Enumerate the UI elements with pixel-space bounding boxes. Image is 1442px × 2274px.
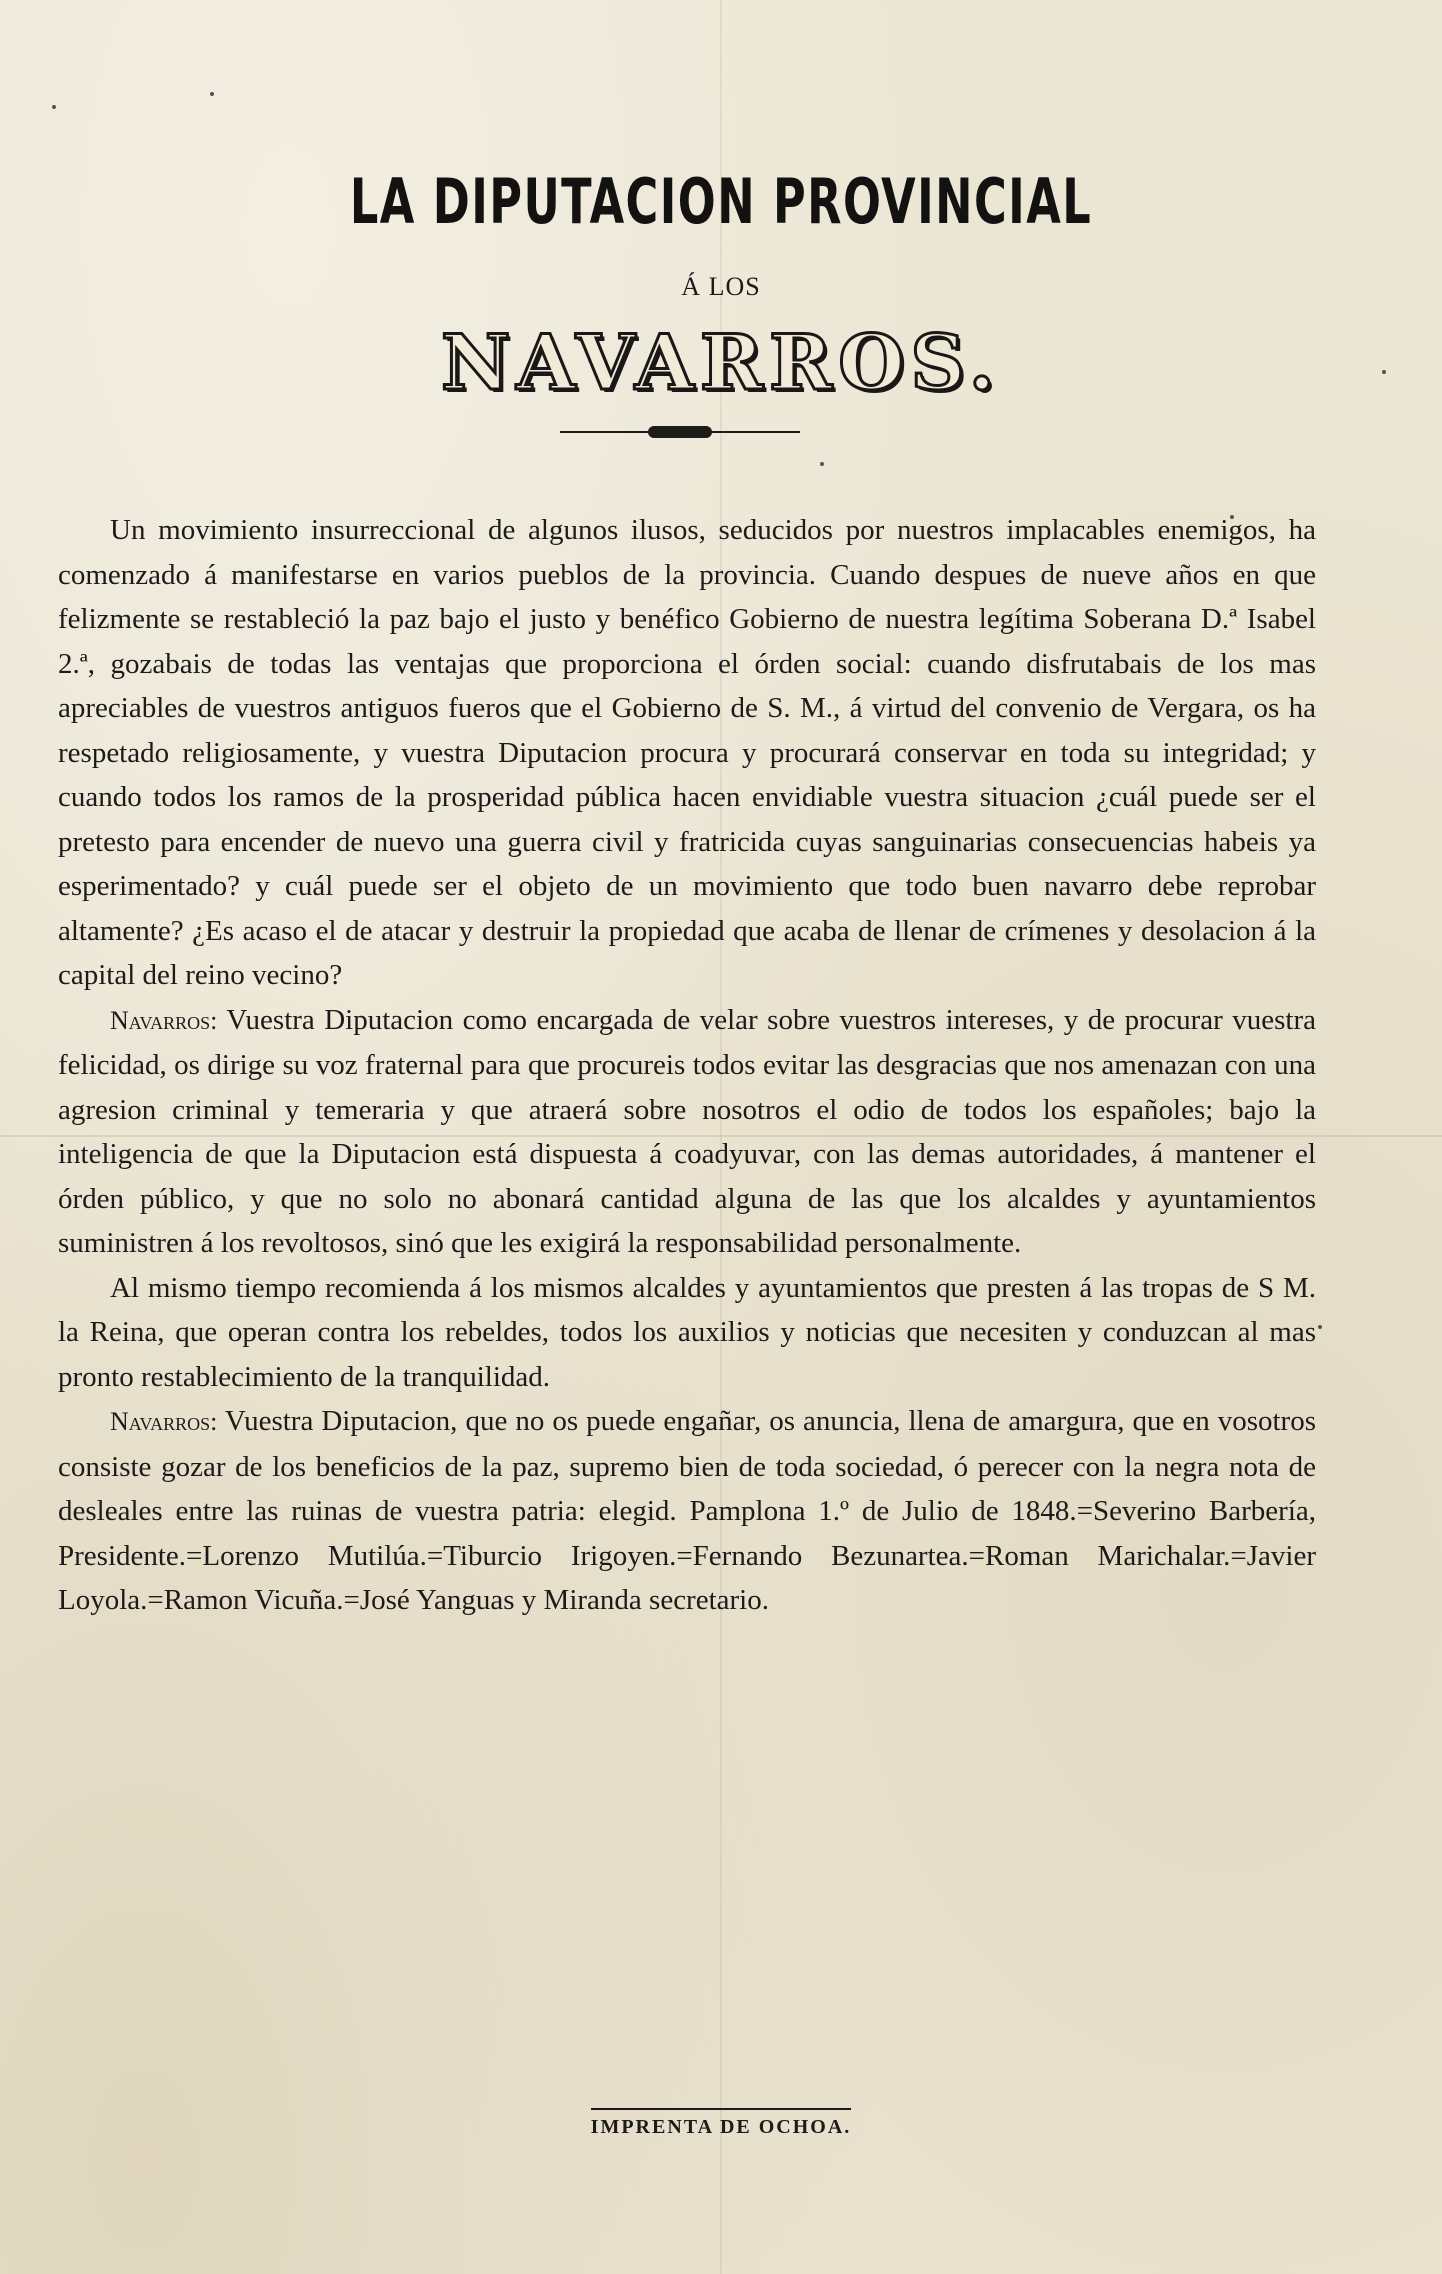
paragraph — [58, 1399, 1316, 1623]
paragraph — [58, 1266, 1316, 1400]
paragraph — [58, 998, 1316, 1266]
ink-speck — [820, 462, 824, 466]
imprint-text: IMPRENTA DE OCHOA. — [591, 2108, 852, 2139]
paragraph-lead: Navarros: — [110, 1407, 218, 1436]
printer-imprint — [0, 2108, 1442, 2139]
document-heading: NAVARROS. — [440, 318, 1002, 407]
paragraph-text: Un movimiento insurreccional de algunos ilusos, seducidos por nuestros implacables enemigos, ha comenzado á manifestarse en varios pueblos de la provincia. Cuando despues de nueve años en que felizmente se restableció la paz bajo el justo y benéfico Gobierno de nuestra legítima Soberana D.ª Isabel 2.ª, gozabais de todas las ventajas que proporciona el órden social: cuando disfrutabais de los mas apreciables de vuestros antiguos fueros que el Gobierno de S. M., á virtud del convenio de Vergara, os ha respetado religiosamente, y vuestra Diputacion procura y procurará conservar en toda su integridad; y cuando todos los ramos de la prosperidad pública hacen envidiable vuestra situacion ¿cuál puede ser el pretesto para encender de nuevo una guerra civil y fratricida cuyas sanguinarias consecuencias habeis ya esperimentado? y cuál puede ser el objeto de un movimiento que todo buen navarro debe reprobar altamente? ¿Es acaso el de atacar y destruir la propiedad que acaba de llenar de crímenes y desolacion á la capital del reino vecino? — [58, 514, 1316, 991]
paragraph-text: Vuestra Diputacion como encargada de velar sobre vuestros intereses, y de procurar vuestra felicidad, os dirige su voz fraternal para que procureis todos evitar las desgracias que nos amenazan con una agresion criminal y temeraria y que atraerá sobre nosotros el odio de todos los españoles; bajo la inteligencia de que la Diputacion está dispuesta á coadyuvar, con las demas autoridades, á mantener el órden público, y que no solo no abonará cantidad alguna de las que los alcaldes y ayuntamientos suministren á los revoltosos, sinó que les exigirá la responsabilidad personalmente. — [58, 1003, 1316, 1259]
paragraph — [58, 508, 1316, 998]
ink-speck — [52, 105, 56, 109]
ink-speck — [1318, 1325, 1322, 1329]
document-title: LA DIPUTACION PROVINCIAL — [349, 165, 1093, 238]
proclamation-body — [58, 508, 1316, 1623]
paragraph-lead: Navarros: — [110, 1005, 218, 1035]
ornamental-rule — [560, 426, 800, 438]
paragraph-text: Vuestra Diputacion, que no os puede engañar, os anuncia, llena de amargura, que en vosotros consiste gozar de los beneficios de la paz, supremo bien de toda sociedad, ó perecer con la negra nota de desleales entre las ruinas de vuestra patria: elegid. Pamplona 1.º de Julio de 1848.=Severino Barbería, Presidente.=Lorenzo Mutilúa.=Tiburcio Irigoyen.=Fernando Bezunartea.=Roman Marichalar.=Javier Loyola.=Ramon Vicuña.=José Yanguas y Miranda secretario. — [58, 1405, 1316, 1616]
ink-speck — [210, 92, 214, 96]
document-subtitle: Á LOS — [681, 272, 761, 301]
paragraph-text: Al mismo tiempo recomienda á los mismos alcaldes y ayuntamientos que presten á las tropas de S M. la Reina, que operan contra los rebeldes, todos los auxilios y noticias que necesiten y conduzcan al mas pronto restablecimiento de la tranquilidad. — [58, 1271, 1316, 1393]
